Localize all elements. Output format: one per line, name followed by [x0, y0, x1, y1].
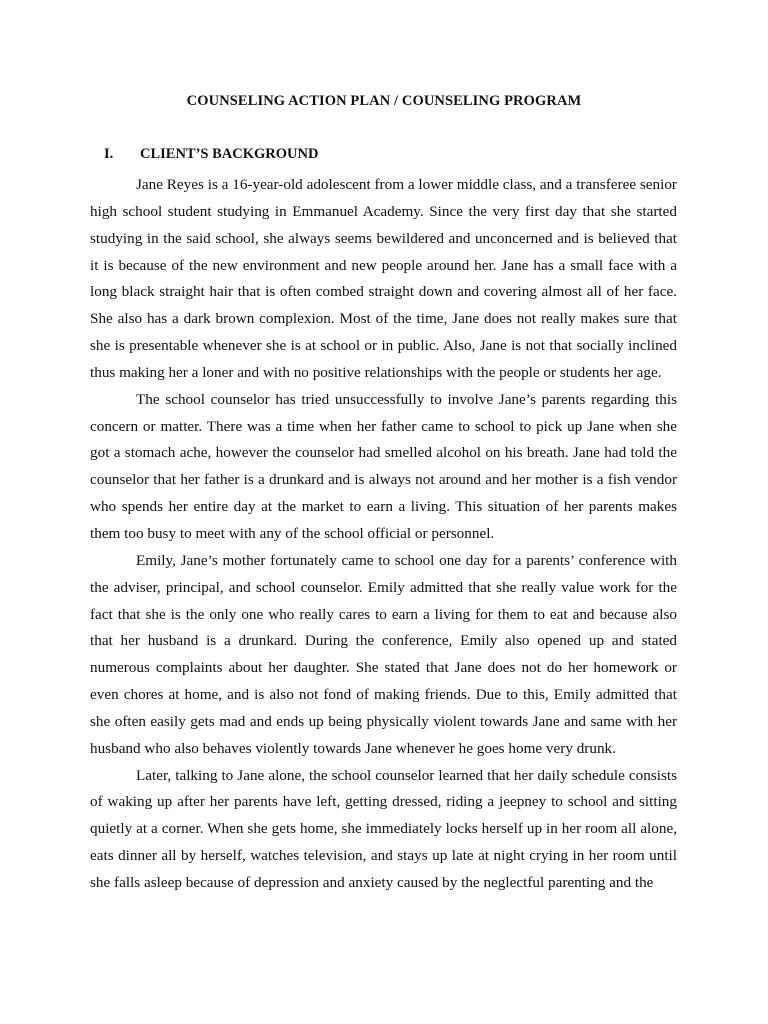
document-title: COUNSELING ACTION PLAN / COUNSELING PROGRAM: [186, 93, 582, 109]
document-body: [90, 172, 677, 897]
paragraph-1: Jane Reyes is a 16-year-old adolescent from a lower middle class, and a transferee senior high school student studying in Emmanuel Academy. Since the very first day that she started studying in the said school, she always seems bewildered and unconcerned and is believed that it is because of the new environment and new people around her. Jane has a small face with a long black straight hair that is often combed straight down and covering almost all of her face. She also has a dark brown complexion. Most of the time, Jane does not really makes sure that she is presentable whenever she is at school or in public. Also, Jane is not that socially inclined thus making her a loner and with no positive relationships with the people or students her age.: [90, 176, 677, 381]
paragraph-4: Later, talking to Jane alone, the school counselor learned that her daily schedule consists of waking up after her parents have left, getting dressed, riding a jeepney to school and sitting quietly at a corner. When she gets home, she immediately locks herself up in her room all alone, eats dinner all by herself, watches television, and stays up late at night crying in her room until she falls asleep because of depression and anxiety caused by the neglectful parenting and the: [90, 766, 677, 891]
paragraph-2: The school counselor has tried unsuccessfully to involve Jane’s parents regarding this concern or matter. There was a time when her father came to school to pick up Jane when she got a stomach ache, however the counselor had smelled alcohol on his breath. Jane had told the counselor that her father is a drunkard and is always not around and her mother is a fish vendor who spends her entire day at the market to earn a living. This situation of her parents makes them too busy to meet with any of the school official or personnel.: [90, 390, 677, 542]
section-heading: [104, 146, 318, 163]
section-number: I.: [104, 146, 114, 162]
section-heading-text: CLIENT’S BACKGROUND: [140, 146, 319, 162]
paragraph-3: Emily, Jane’s mother fortunately came to school one day for a parents’ conference with the adviser, principal, and school counselor. Emily admitted that she really value work for the fact that she is the only one who really cares to earn a living for them to eat and because also that her husband is a drunkard. During the conference, Emily also opened up and stated numerous complaints about her daughter. She stated that Jane does not do her homework or even chores at home, and is also not fond of making friends. Due to this, Emily admitted that she often easily gets mad and ends up being physically violent towards Jane and same with her husband who also behaves violently towards Jane whenever he goes home very drunk.: [90, 551, 677, 757]
